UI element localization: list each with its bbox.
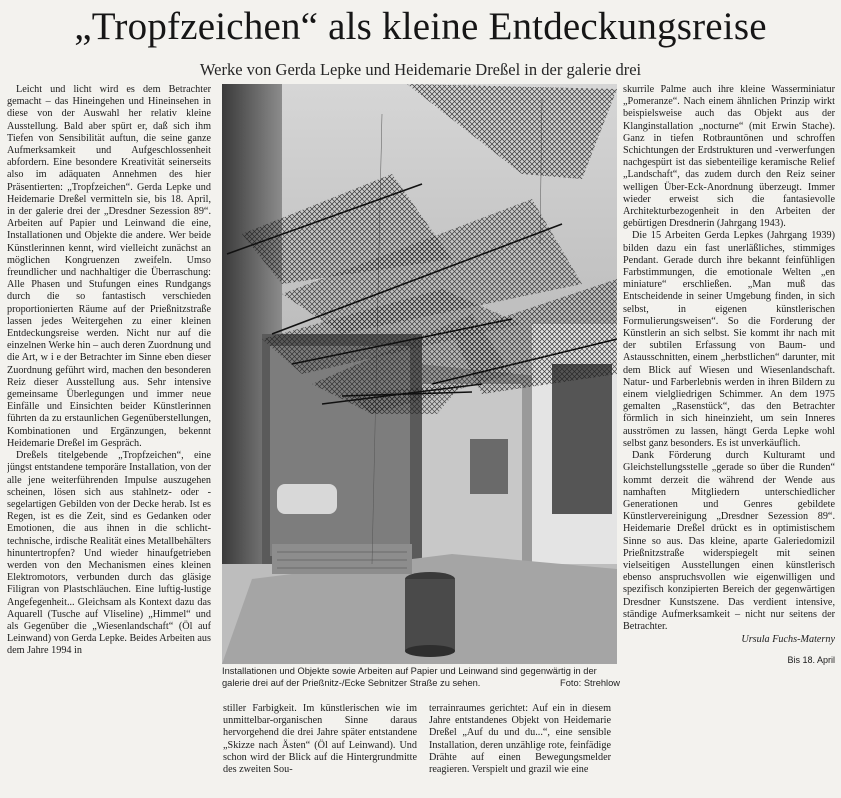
gallery-photo [222, 84, 617, 664]
paragraph: Dank Förderung durch Kulturamt und Gleichstellungsstelle „gerade so über die Runden“ kommt derzeit die während der Wende aus namhaften Mitgliedern unterschiedlicher Generationen und Genres gebildete Künstlervereinigung „Dresdner Sezession 89“. Heidemarie Dreßel drückt es in optimistischem Sinne so aus. Das kleine, aparte Galeriedomizil Prießnitzstraße widerspiegelt mit seinen vielseitigen Ausstellungen einen künstlerisch ebenso anspruchsvollen wie eigenwilligen und spezifisch konzipierten Bereich der gegenwärtigen Dresdner Kunstszene. Das verdient intensive, ständige Aufmerksamkeit – nicht nur seitens der Betrachter. [623, 450, 835, 632]
article-column-3 [429, 703, 611, 798]
paragraph: terrainraumes gerichtet: Auf ein in diesem Jahre entstandenes Objekt von Heidemarie Dreßel „Auf du und du...“, eine sensible Installation, deren unzählige rote, feinfädige Drähte auf einen Bewegungsmelder reagieren. Verspielt und grazil wie eine [429, 703, 611, 776]
article-column-1 [7, 84, 211, 796]
installation-photo-illustration [222, 84, 617, 664]
photo-credit: Foto: Strehlow [560, 678, 620, 688]
article-column-2 [223, 703, 417, 798]
paragraph: Leicht und licht wird es dem Betrachter gemacht – das Hineingehen und Hineinsehen in diese von der Auswahl her relativ kleine Ausstellung. Bald aber spürt er, daß sich ihm Tiefen von Sensibilität auftun, die seine ganze Aufmerksamkeit und Aufgeschlossenheit abfordern. Eine besondere Kreativität seinerseits also im adäquaten Annehmen des hier Präsentierten: „Tropfzeichen“. Gerda Lepke und Heidemarie Dreßel vermitteln sie, bis 18. April, in der galerie drei der „Dresdner Sezession 89“. Arbeiten auf Papier und Leinwand die eine, Installationen und Objekte die andere. Wer beide Künstlerinnen kennt, wird vielleicht zunächst an möglichen Kongruenzen zweifeln. Umso freundlicher und nachhaltiger die Überraschung: Alle Phasen und Stufungen eines Rundgangs durch die so fantastisch verschieden proportionierten Räume auf der Prießnitzstraße lassen jedes Weitergehen zu einer kleinen Entdeckungsreise werden. Nicht nur auf die einzelnen Werke hin – auch deren Zuordnung und die Art, w i e der Betrachter im Sinne eben dieser Zuordnung geführt wird, machen den besonderen Reiz dieser Ausstellung aus. Sehr intensive gemeinsame Überlegungen und immer neue Einfälle und Einsichten beider Künstlerinnen führten da zu erstaunlichen Gegenüberstellungen, Kombinationen und Ergänzungen, bekennt Heidemarie Dreßel im Gespräch. [7, 84, 211, 449]
subheadline: Werke von Gerda Lepke und Heidemarie Dreßel in der galerie drei [199, 60, 642, 79]
author-name: Ursula Fuchs-Materny [741, 634, 835, 646]
photo-caption [222, 665, 620, 689]
article-column-4 [623, 84, 835, 798]
paragraph: stiller Farbigkeit. Im künstlerischen wie im unmittelbar-organischen Sinne daraus hervorgehend die drei Jahre später entstandene „Skizze nach Ästen“ (Öl auf Leinwand). Und schon wird der Blick auf die Hintergrundmitte des zweiten Sou- [223, 703, 417, 776]
paragraph: skurrile Palme auch ihre kleine Wasserminiatur „Pomeranze“. Nach einem ähnlichen Prinzip wirkt beispielsweise auch das Objekt aus der Klanginstallation „nocturne“ (mit Erwin Stache). Ganz in tiefen Rotbrauntönen und schroffen Schichtungen der Erdstrukturen und -verwerfungen nachgespürt ist das siebenteilige keramische Relief „Landschaft“, das zudem durch den Reiz seiner welligen Über-Eck-Anordnung überzeugt. Immer wieder erweist sich die fantasievolle Architekturbezogenheit in den Arbeiten der gebürtigen Dresdnerin (Jahrgang 1943). [623, 84, 835, 230]
caption-text: Installationen und Objekte sowie Arbeiten auf Papier und Leinwand sind gegenwärtig in der galerie drei auf der Prießnitz-/Ecke Sebnitzer Straße zu sehen. [222, 666, 597, 688]
paragraph: Die 15 Arbeiten Gerda Lepkes (Jahrgang 1939) bilden dazu ein fast unerläßliches, stimmiges Pendant. Gerade durch ihre bekannt feinfühligen Farbstimmungen, die emotionale Welten „en miniature“ erschließen. „Man muß das Entscheidende in seiner Umgebung finden, in sich selbst, in eigenen künstlerischen Formulierungsweisen“. So die Forderung der Künstlerin an sich selbst. Sie kommt ihr nach mit der subtilen Erfassung von Baum- und Astausschnitten, einem „herbstlichen“ darunter, mit dem Blick auf Wiesen und Wiesenlandschaft. Natur- und Farberlebnis werden in ihren Bildern zu einem vielgliedrigen Schimmer. An dem 1975 gemalten „Rasenstück“, das den Betrachter förmlich in sich hineinzieht, um sein Inneres ausströmen zu lassen, hängt Gerda Lepke wohl selbst ganz besonders. Es ist unverkäuflich. [623, 230, 835, 449]
paragraph: Dreßels titelgebende „Tropfzeichen“, eine jüngst entstandene temporäre Installation, von der alle jene weiterführenden Impulse auszugehen scheinen, lösen sich aus stahlnetz- oder -segelartigen Gebilden von der Decke herab. Ist es Regen, ist es die Zeit, sind es Gedanken oder Emotionen, die aus ihnen in die schlicht-technische, irdische Realität eines Metallbehälters hinuntertropfen? Und wieder hinaufgetrieben werden von den Mechanismen eines kleinen Elektromotors, verbunden durch das gläsige Filigran von Plastschläuchen. Eine luftig-lustige Angefegenheit... Gleichsam als Kontext dazu das Aquarell (Tusche auf Vliseline) „Himmel“ und als Gegenüber die „Wiesenlandschaft“ (Öl auf Leinwand) von Gerda Lepke. Beides Arbeiten aus dem Jahre 1994 in [7, 450, 211, 657]
dateline: Bis 18. April [787, 655, 835, 666]
headline: „Tropfzeichen“ als kleine Entdeckungsreise [74, 5, 767, 48]
